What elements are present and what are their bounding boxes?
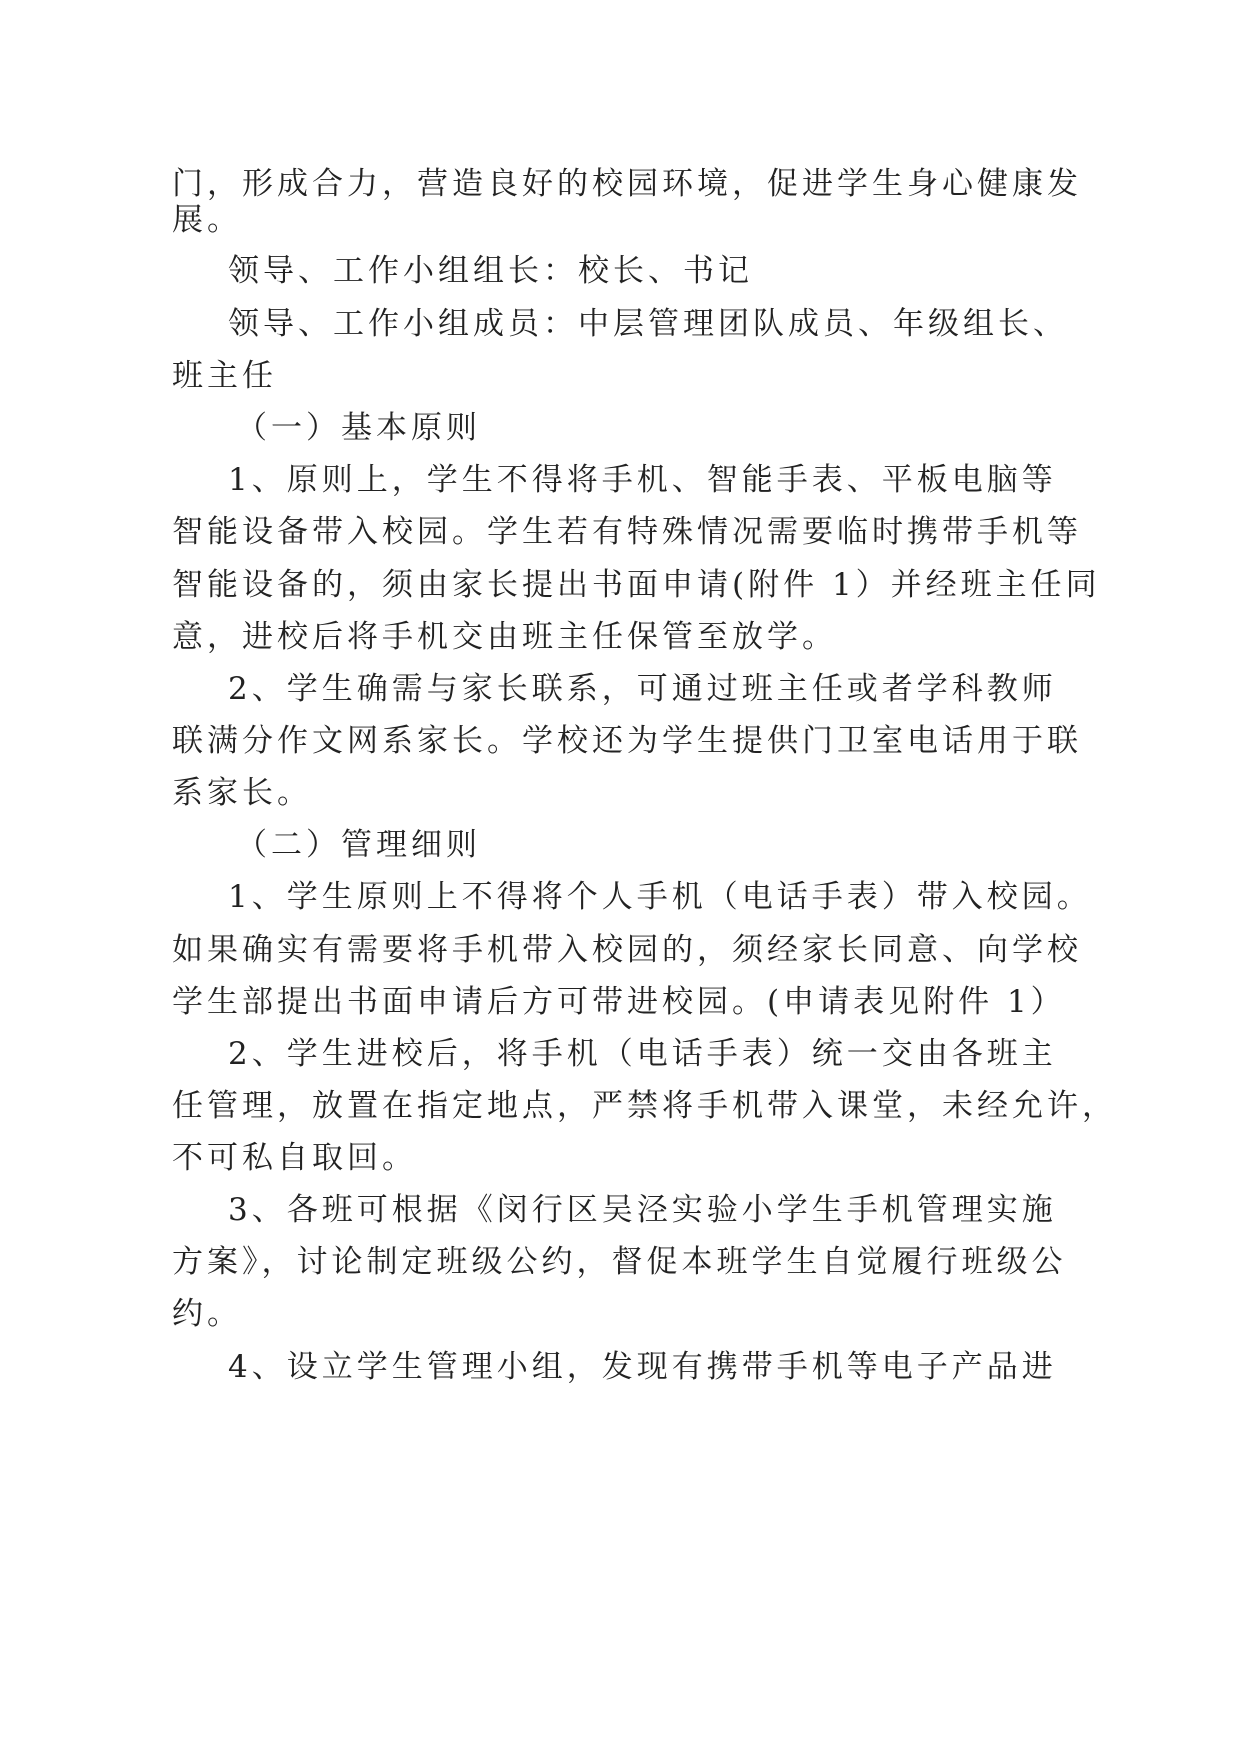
body-line: 智能设备的，须由家长提出书面申请(附件 1）并经班主任同: [172, 567, 1101, 603]
body-line: 如果确实有需要将手机带入校园的，须经家长同意、向学校: [172, 932, 1082, 968]
body-line: 班主任: [172, 358, 277, 394]
body-line: 学生部提出书面申请后方可带进校园。(申请表见附件 1）: [172, 984, 1066, 1020]
group-members-line: 领导、工作小组成员：中层管理团队成员、年级组长、: [228, 306, 1068, 342]
body-line: 3、各班可根据《闵行区吴泾实验小学生手机管理实施: [228, 1192, 1057, 1228]
body-line: 1、原则上，学生不得将手机、智能手表、平板电脑等: [228, 462, 1057, 498]
body-line: 4、设立学生管理小组，发现有携带手机等电子产品进: [228, 1349, 1057, 1385]
body-line: 意，进校后将手机交由班主任保管至放学。: [172, 619, 837, 655]
body-line: 联满分作文网系家长。学校还为学生提供门卫室电话用于联: [172, 723, 1082, 759]
body-line: 展。: [172, 202, 242, 238]
section-heading-basic-principles: （一）基本原则: [236, 410, 481, 446]
body-line: 1、学生原则上不得将个人手机（电话手表）带入校园。: [228, 879, 1092, 915]
body-line: 系家长。: [172, 775, 312, 811]
body-line: 2、学生进校后，将手机（电话手表）统一交由各班主: [228, 1036, 1057, 1072]
body-line: 2、学生确需与家长联系，可通过班主任或者学科教师: [228, 671, 1057, 707]
body-line: 任管理，放置在指定地点，严禁将手机带入课堂，未经允许，: [172, 1088, 1117, 1124]
section-heading-management-rules: （二）管理细则: [236, 827, 481, 863]
group-leader-line: 领导、工作小组组长：校长、书记: [228, 253, 753, 289]
body-line: 门，形成合力，营造良好的校园环境，促进学生身心健康发: [172, 166, 1082, 202]
body-line: 不可私自取回。: [172, 1140, 417, 1176]
body-line: 约。: [172, 1296, 242, 1332]
body-line: 智能设备带入校园。学生若有特殊情况需要临时携带手机等: [172, 514, 1082, 550]
body-line: 方案》，讨论制定班级公约，督促本班学生自觉履行班级公: [172, 1244, 1067, 1280]
